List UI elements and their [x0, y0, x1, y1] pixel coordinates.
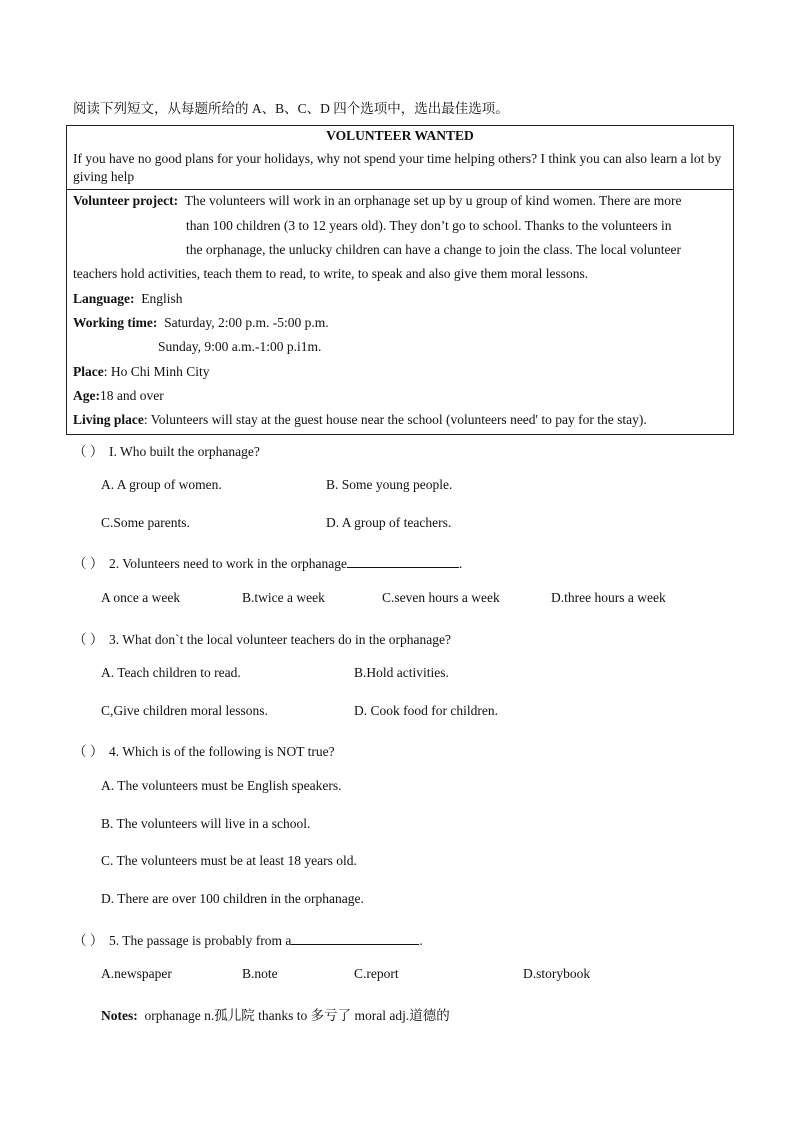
project-line4: teachers hold activities, teach them to read, to write, to speak and also give them moral lessons.	[73, 266, 589, 281]
q3-option-d: D. Cook food for children.	[354, 703, 498, 718]
q1-option-a: A. A group of women.	[101, 477, 222, 492]
answer-paren: （ ）	[73, 556, 104, 571]
q3-option-c: C,Give children moral lessons.	[101, 703, 268, 718]
question-3-text: 3. What don`t the local volunteer teachers do in the orphanage?	[109, 632, 451, 647]
q4-option-d: D. There are over 100 children in the orphanage.	[101, 891, 364, 906]
q2-option-a: A once a week	[101, 590, 181, 605]
answer-paren: （ ）	[73, 632, 104, 647]
q1-option-d: D. A group of teachers.	[326, 515, 452, 530]
q5-option-b: B.note	[242, 966, 278, 981]
language-line	[73, 291, 183, 307]
question-4-text: 4. Which is of the following is NOT true?	[109, 744, 335, 759]
divider	[67, 189, 733, 190]
project-text1: The volunteers will work in an orphanage set up by u group of kind women. There are more	[184, 193, 682, 208]
answer-paren: （ ）	[73, 444, 104, 459]
question-5	[73, 929, 423, 949]
notes-label: Notes:	[101, 1008, 138, 1023]
language-label: Language:	[73, 291, 135, 306]
working-line2: Sunday, 9:00 a.m.-1:00 p.i1m.	[158, 339, 322, 354]
answer-blank	[291, 932, 419, 945]
q1-option-b: B. Some young people.	[326, 477, 453, 492]
age-label: Age:	[73, 388, 100, 403]
project-line1	[73, 193, 682, 209]
working-line1	[73, 315, 329, 331]
q3-option-b: B.Hold activities.	[354, 665, 449, 680]
instruction: 阅读下列短文，从每题所给的 A、B、C、D 四个选项中，选出最佳选项。	[73, 101, 509, 116]
question-5-text: 5. The passage is probably from a	[109, 933, 292, 948]
question-5-end: .	[419, 933, 423, 948]
place-line	[73, 364, 210, 380]
question-4	[73, 740, 335, 760]
q3-option-a: A. Teach children to read.	[101, 665, 241, 680]
question-2-end: .	[458, 556, 463, 571]
q5-option-d: D.storybook	[523, 966, 591, 981]
project-label: Volunteer project:	[73, 193, 179, 208]
working-value1: Saturday, 2:00 p.m. -5:00 p.m.	[164, 315, 329, 330]
question-1	[73, 440, 260, 460]
language-value: English	[141, 291, 183, 306]
question-2	[73, 552, 462, 572]
place-value: : Ho Chi Minh City	[103, 364, 210, 379]
question-3	[73, 628, 451, 648]
answer-paren: （ ）	[73, 744, 104, 759]
age-value: 18 and over	[100, 388, 164, 403]
q5-option-c: C.report	[354, 966, 399, 981]
notes-line	[101, 1004, 450, 1024]
notes-text: orphanage n.孤儿院 thanks to 多亏了 moral adj.道德的	[144, 1008, 450, 1023]
project-line3: the orphanage, the unlucky children can have a change to join the class. The local volunteer	[186, 242, 681, 257]
q5-option-a: A.newspaper	[101, 966, 172, 981]
living-label: Living place	[73, 412, 144, 427]
project-line2: than 100 children (3 to 12 years old). They don’t go to school. Thanks to the volunteers in	[186, 218, 672, 233]
working-label: Working time:	[73, 315, 158, 330]
q2-option-b: B.twice a week	[242, 590, 325, 605]
q1-option-c: C.Some parents.	[101, 515, 190, 530]
q2-option-c: C.seven hours a week	[382, 590, 500, 605]
q4-option-a: A. The volunteers must be English speakers.	[101, 778, 342, 793]
advertisement-box	[66, 125, 734, 435]
q4-option-c: C. The volunteers must be at least 18 years old.	[101, 853, 357, 868]
q2-option-d: D.three hours a week	[551, 590, 666, 605]
age-line	[73, 388, 164, 404]
ad-intro: If you have no good plans for your holidays, why not spend your time helping others? I think you can also learn a lot by giving help	[73, 151, 722, 184]
living-value: : Volunteers will stay at the guest house near the school (volunteers need' to pay for the stay).	[143, 412, 647, 427]
answer-paren: （ ）	[73, 933, 104, 948]
living-line	[73, 412, 647, 428]
answer-blank	[347, 555, 459, 568]
question-2-text: 2. Volunteers need to work in the orphanage	[109, 556, 347, 571]
ad-title: VOLUNTEER WANTED	[326, 128, 474, 143]
place-label: Place	[73, 364, 104, 379]
question-1-text: I. Who built the orphanage?	[109, 444, 260, 459]
q4-option-b: B. The volunteers will live in a school.	[101, 816, 311, 831]
